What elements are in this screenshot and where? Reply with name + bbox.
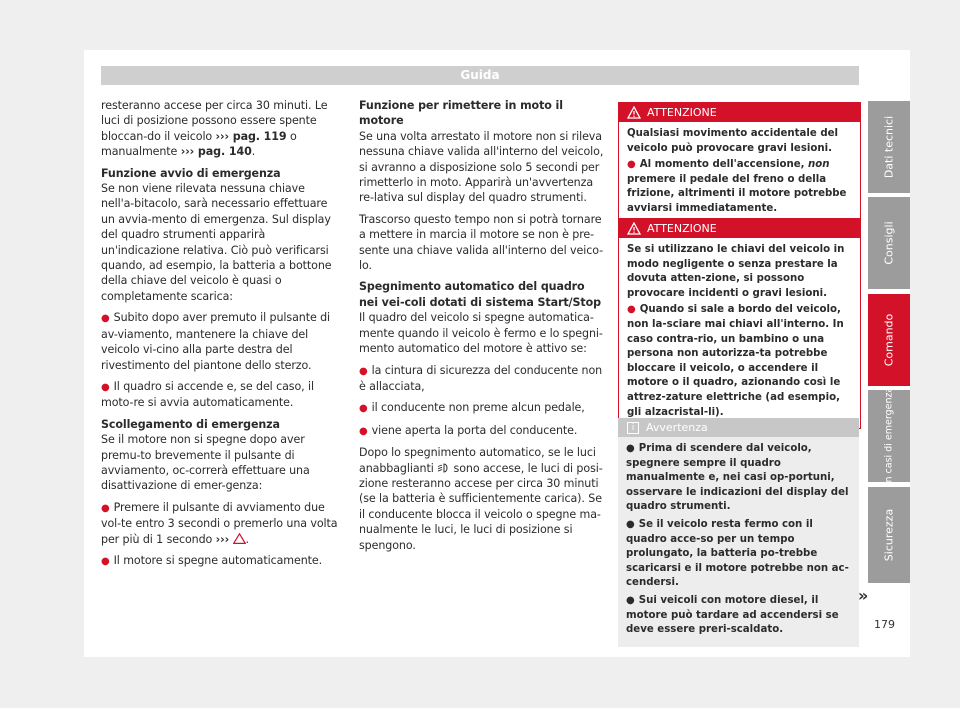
page-header: Guida: [101, 66, 859, 85]
list-item: ● il conducente non preme alcun pedale,: [359, 401, 585, 415]
warning-triangle-icon: [627, 222, 641, 235]
list-item: ● Premere il pulsante di avviamento due vol-te entro 3 secondi o premerlo una volta per più di 1 secondo ››› .: [101, 500, 338, 546]
section-heading: Funzione per rimettere in moto il motore: [359, 99, 563, 128]
list-item: ● la cintura di sicurezza del conducente non è allacciata,: [359, 363, 603, 393]
list-item: ● Se il veicolo resta fermo con il quadro acce-so per un tempo prolungato, la batteria po-trebbe scaricarsi e il motore potrebbe non ac-cendersi.: [626, 518, 849, 589]
bullet-icon: ●: [101, 555, 110, 567]
paragraph: Se il motore non si spegne dopo aver premu-to brevemente il pulsante di avviamento, oc-correrà effettuare una disattivazione di emer-genza:: [101, 433, 310, 493]
column-left: [101, 98, 341, 575]
low-beam-icon: [437, 463, 450, 473]
bullet-icon: ●: [626, 443, 635, 454]
page-link[interactable]: ››› pag. 119: [215, 129, 287, 143]
warning-box: [618, 218, 861, 429]
list-item: ● Prima di scendere dal veicolo, spegnere sempre il quadro manualmente e, nei casi op-portuni, osservare le indicazioni del display del quadro strumenti.: [626, 443, 849, 513]
warning-text: Qualsiasi movimento accidentale del veicolo può provocare gravi lesioni.: [627, 128, 839, 154]
list-item: ● Il quadro si accende e, se del caso, il moto-re si avvia automaticamente.: [101, 379, 314, 410]
continue-arrow: »: [858, 586, 869, 605]
warning-header: ATTENZIONE: [619, 219, 860, 238]
warning-box: [618, 102, 861, 226]
note-box: [618, 418, 859, 647]
page-link[interactable]: ››› pag. 140: [180, 145, 252, 159]
warning-triangle-icon: [233, 533, 246, 544]
section-heading: Funzione avvio di emergenza: [101, 166, 281, 180]
bullet-icon: ●: [359, 365, 368, 377]
info-icon: i: [627, 422, 639, 434]
paragraph: resteranno accese per circa 30 minuti. Le luci di posizione possono essere spente bloccan-do il veicolo ››› pag. 119 o manualmente ››› pag. 140.: [101, 99, 328, 159]
warning-link[interactable]: ›››: [215, 532, 230, 546]
list-item: ● Sui veicoli con motore diesel, il motore può tardare ad accendersi se deve essere preri-scaldato.: [626, 594, 839, 636]
tab-emergenza[interactable]: In casi di emergenza: [868, 390, 910, 482]
note-header: i Avvertenza: [618, 418, 859, 437]
tab-comando[interactable]: Comando: [868, 294, 910, 386]
paragraph: Dopo lo spegnimento automatico, se le luci anabbaglianti sono accese, le luci di posi-zione resteranno accese per circa 30 minuti (se la batteria è sufficientemente carica). Se il conducente blocca il veicolo o spegne ma-nualmente le luci, le luci di posizione si spengono.: [359, 446, 603, 552]
list-item: ● Subito dopo aver premuto il pulsante di av-viamento, mantenere la chiave del veicolo vi-cino alla parte destra del rivestimento del piantone dello sterzo.: [101, 311, 331, 372]
paragraph: Trascorso questo tempo non si potrà tornare a mettere in marcia il motore se non è pre-sente una chiave valida all'interno del veico-lo.: [359, 212, 604, 273]
list-item: ● viene aperta la porta del conducente.: [359, 423, 578, 437]
section-heading: Spegnimento automatico del quadro nei vei-coli dotati di sistema Start/Stop: [359, 280, 601, 309]
tab-sicurezza[interactable]: Sicurezza: [868, 487, 910, 583]
warning-text: Se si utilizzano le chiavi del veicolo in modo negligente o senza prestare la dovuta atten-zione, si possono provocare incidenti o gravi lesioni.: [627, 244, 845, 299]
bullet-icon: ●: [626, 594, 635, 606]
warning-header: ATTENZIONE: [619, 103, 860, 122]
paragraph: Il quadro del veicolo si spegne automatica-mente quando il veicolo è fermo e lo spegni-mento automatico del motore è attivo se:: [359, 311, 603, 356]
column-middle: [359, 98, 604, 559]
warning-triangle-icon: [627, 106, 641, 119]
bullet-icon: ●: [359, 403, 368, 415]
tab-dati-tecnici[interactable]: Dati tecnici: [868, 101, 910, 193]
page-number: 179: [874, 618, 895, 631]
bullet-icon: ●: [101, 502, 110, 514]
section-heading: Scollegamento di emergenza: [101, 417, 280, 431]
bullet-icon: ●: [627, 304, 636, 316]
bullet-icon: ●: [101, 381, 110, 393]
bullet-icon: ●: [101, 313, 110, 325]
tab-consigli[interactable]: Consigli: [868, 197, 910, 289]
paragraph: Se non viene rilevata nessuna chiave nell'a-bitacolo, sarà necessario effettuare un avvia-mento di emergenza. Sul display del quadro strumenti apparirà un'indicazione relativa. Ciò può verificarsi quando, ad esempio, la batteria a bottone della chiave del veicolo è quasi o completamente scarica:: [101, 182, 332, 303]
list-item: ● Il motore si spegne automaticamente.: [101, 553, 323, 567]
list-item: ● Quando si sale a bordo del veicolo, non la-sciare mai chiavi all'interno. In caso contra-rio, un bambino o una persona non autorizza-ta potrebbe bloccare il veicolo, o accendere il motore o il quadro, azionando così le attrez-zature elettriche (ad esempio, gli alzacristal-li).: [627, 304, 844, 418]
bullet-icon: ●: [626, 518, 635, 530]
list-item: ● Al momento dell'accensione, non premere il pedale del freno o della frizione, altrimenti il motore potrebbe avviarsi immediatamente.: [627, 159, 847, 214]
paragraph: Se una volta arrestato il motore non si rileva nessuna chiave valida all'interno del veicolo, si avranno a disposizione solo 5 secondi per rimetterlo in moto. Apparirà un'avvertenza re-lativa sul display del quadro strumenti.: [359, 129, 604, 205]
bullet-icon: ●: [627, 159, 636, 171]
bullet-icon: ●: [359, 425, 368, 437]
